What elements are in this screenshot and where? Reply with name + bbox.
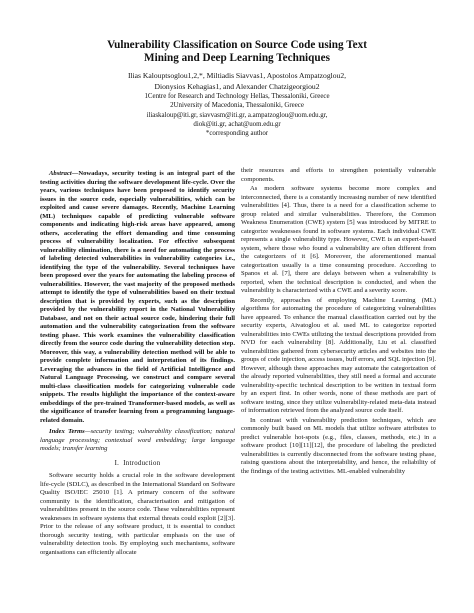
author-list [40, 71, 434, 91]
affiliation-1: 1Centre for Research and Technology Hellas, Thessaloniki, Greece [144, 92, 330, 100]
abstract-lead: Abstract [49, 170, 72, 177]
section-title: Introduction [123, 459, 161, 467]
corresponding-author-note: *corresponding author [205, 130, 269, 138]
body-paragraph: As modern software systems become more complex and interconnected, there is a constantly increasing number of new identified vulnerabilities [4]. Thus, there is a need for a classification scheme to group related and similar vulnerabilities. Therefore, the Common Weakness Enumeration (CWE) system [5] was introduced by MITRE to categorize weaknesses found in software systems. Each individual CWE represents a single vulnerability type. However, CWE is an expert-based system, where those who found a vulnerability are often different from the categorizers of it [6]. Moreover, the aforementioned manual categorization usually is a time consuming procedure. According to Spanos et al. [7], there are delays between when a vulnerability is reported, when the technical description is conducted, and when the vulnerability is characterized with a CWE and a severity score. [241, 185, 436, 294]
title-line: Vulnerability Classification on Source Code using Text [107, 39, 367, 51]
affiliations [40, 92, 434, 139]
section-heading [40, 460, 235, 469]
body-paragraph: In contrast with vulnerability prediction techniques, which are commonly built based on ML models that utilize software attributes to predict vulnerable hot-spots (e.g., files, classes, methods, etc.) in a software product [10][11][12], the procedure of labeling the predicted vulnerabilities is currently disconnected from the software testing phase, raising questions about the interpretability, and hence, the reliability of the findings of the testing activities. ML-enabled vulnerability [241, 416, 436, 475]
authors-line: Dionysios Kehagias1, and Alexander Chatzigeorgiou2 [154, 81, 320, 91]
body-paragraph: their resources and efforts to strengthen potentially vulnerable components. [241, 167, 436, 183]
left-column [40, 170, 235, 558]
index-terms-body: —security testing; vulnerability classification; natural language processing; contextual word embedding; large language models; transfer learning [40, 428, 235, 452]
index-terms [40, 428, 235, 454]
body-paragraph: Software security holds a crucial role in the software development life-cycle (SDLC), as described in the International Standard on Software Quality ISO/IEC 25010 [1]. A primary concern of the software community is the identification, characterisation and mitigation of vulnerabilities present in the source code. These vulnerabilities represent weaknesses in software systems that external threats could exploit [2][3]. Prior to the release of any software product, it is essential to conduct thorough security testing, with particular emphasis on the use of vulnerability detection tools. By employing such mechanisms, software organisations can efficiently allocate [40, 472, 235, 556]
body-paragraph: Recently, approaches of employing Machine Learning (ML) algorithms for automating the procedure of categorizing vulnerabilities have appeared. To enhance the manual classification carried out by the security experts, Aivatoglou et al. used ML to categorize reported vulnerabilities into CWEs utilizing the textual descriptions provided from NVD for each vulnerability [8]. Additionally, Liu et al. classified vulnerabilities gathered from cybersecurity articles and websites into the groups of code injection, access issues, buff errors, and SQL injection [9]. However, although these approaches may automate the categorization of the already reported vulnerabilities, they still need a formal and accurate vulnerability-specific technical description to be written in textual form by an expert first. In other words, none of these methods are part of software testing, since they utilize vulnerability-related meta-data instead of information retrieved from the analyzed source code itself. [241, 296, 437, 414]
title-line: Mining and Deep Learning Techniques [144, 52, 330, 65]
emails-line: diok@iti.gr, achat@uom.edu.gr [193, 121, 281, 129]
authors-line: Ilias Kalouptsoglou1,2,*, Miltiadis Siavvas1, Apostolos Ampatzoglou2, [127, 71, 347, 81]
abstract [40, 170, 235, 425]
index-terms-lead: Index Terms [49, 428, 85, 435]
right-column [241, 167, 436, 477]
section-number: I. [114, 459, 120, 467]
paper-header [40, 39, 434, 139]
affiliation-2: 2University of Macedonia, Thessaloniki, Greece [170, 102, 304, 110]
paper-title [40, 39, 434, 65]
emails-line: iliaskaloup@iti.gr, siavvasm@iti.gr, a.ampatzoglou@uom.edu.gr, [146, 111, 328, 119]
abstract-body: —Nowadays, security testing is an integral part of the testing activities during the software development life-cycle. Over the years, various techniques have been proposed to identify security issues in the source code, especially vulnerabilities, which can be exploited and cause severe damages. Recently, Machine Learning (ML) techniques capable of predicting vulnerable software components and indicating high-risk areas have appeared, among others, accelerating the effort demanding and time consuming process of vulnerability localization. For effective subsequent vulnerability elimination, there is a need for automating the process of labeling detected vulnerabilities in vulnerability categories i.e., identifying the type of the vulnerability. Several techniques have been proposed over the years for automating the labeling process of vulnerabilities. However, the vast majority of the proposed methods attempt to identify the type of vulnerabilities based on their textual description that is provided by experts, such as the description provided by the vulnerability report in the National Vulnerability Database, and not on their actual source code, hindering their full automation and the vulnerability categorization from the software testing phase. This work examines the vulnerability classification directly from the source code during the vulnerability detection step. Moreover, this way, a vulnerability detection method will be able to provide complete information and interpretation of its findings. Leveraging the advances in the field of Artificial Intelligence and Natural Language Processing, we construct and compare several multi-class classification models for categorizing vulnerable code snippets. The results highlight the importance of the context-aware embeddings of the pre-trained Transformer-based models, as well as the significance of transfer learning from a programming language-related domain. [40, 170, 235, 424]
